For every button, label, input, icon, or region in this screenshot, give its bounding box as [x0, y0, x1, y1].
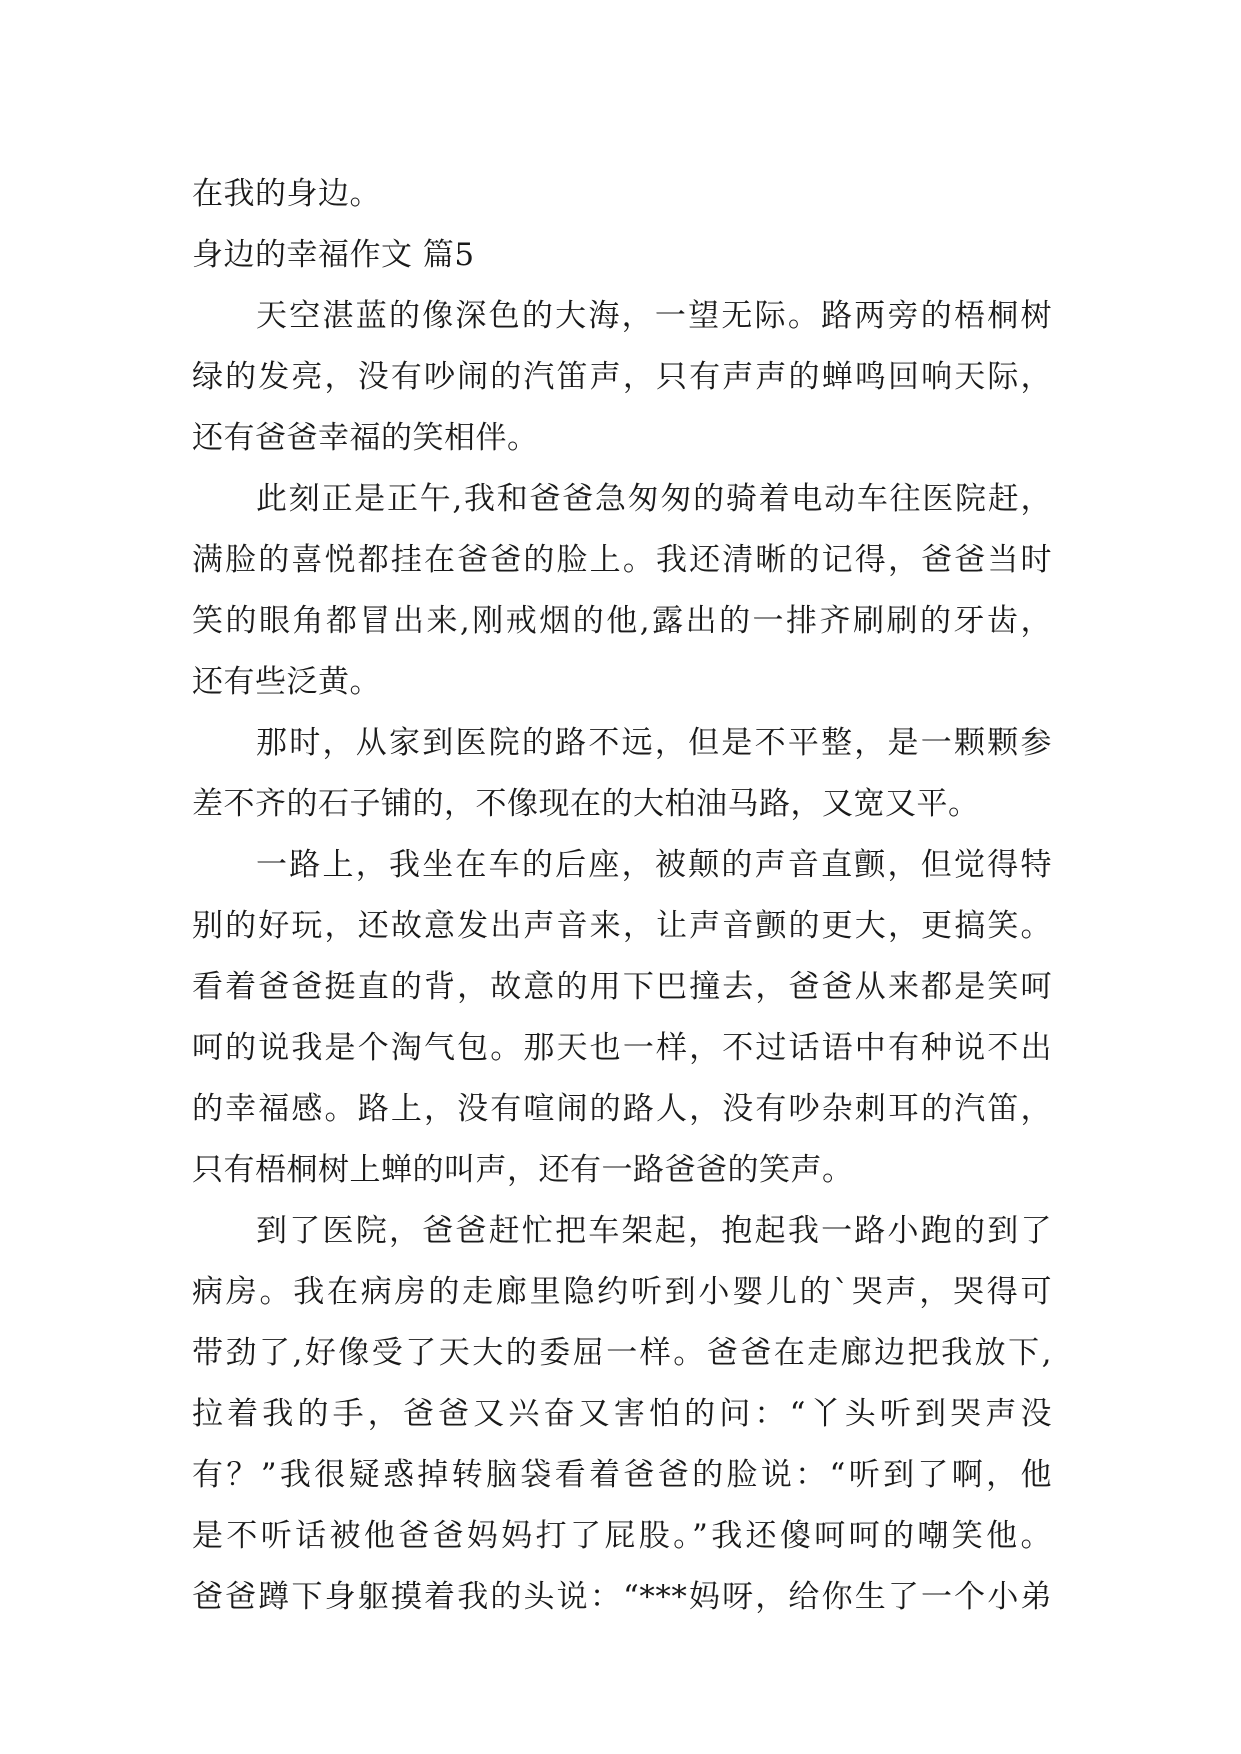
paragraph-line: 拉着我的手，爸爸又兴奋又害怕的问：“丫头听到哭声没 — [192, 1396, 1052, 1432]
paragraph-line: 还有些泛黄。 — [192, 664, 381, 700]
paragraph-4 — [192, 835, 1052, 1201]
paragraph-line: 爸爸蹲下身躯摸着我的头说：“***妈呀，给你生了一个小弟 — [192, 1579, 1052, 1615]
paragraph-line: 的幸福感。路上，没有喧闹的路人，没有吵杂刺耳的汽笛， — [192, 1091, 1052, 1127]
document-page — [192, 164, 1052, 1628]
paragraph-line: 一路上，我坐在车的后座，被颠的声音直颤，但觉得特 — [256, 847, 1052, 883]
paragraph-line: 只有梧桐树上蝉的叫声，还有一路爸爸的笑声。 — [192, 1152, 854, 1188]
paragraph-line: 笑的眼角都冒出来,刚戒烟的他,露出的一排齐刷刷的牙齿， — [192, 603, 1052, 639]
paragraph-line: 差不齐的石子铺的，不像现在的大柏油马路，又宽又平。 — [192, 786, 980, 822]
paragraph-line: 此刻正是正午,我和爸爸急匆匆的骑着电动车往医院赶， — [256, 481, 1052, 517]
paragraph-line: 绿的发亮，没有吵闹的汽笛声，只有声声的蝉鸣回响天际， — [192, 359, 1052, 395]
paragraph-1 — [192, 286, 1052, 469]
section-heading: 身边的幸福作文 篇5 — [192, 237, 475, 273]
paragraph-line: 有？”我很疑惑掉转脑袋看着爸爸的脸说：“听到了啊，他 — [192, 1457, 1052, 1493]
paragraph-line: 还有爸爸幸福的笑相伴。 — [192, 420, 539, 456]
paragraph-line: 是不听话被他爸爸妈妈打了屁股。”我还傻呵呵的嘲笑他。 — [192, 1518, 1052, 1554]
paragraph-line: 呵的说我是个淘气包。那天也一样，不过话语中有种说不出 — [192, 1030, 1052, 1066]
paragraph-line: 那时，从家到医院的路不远，但是不平整，是一颗颗参 — [256, 725, 1052, 761]
paragraph-5 — [192, 1201, 1052, 1628]
paragraph-line: 带劲了,好像受了天大的委屈一样。爸爸在走廊边把我放下, — [192, 1335, 1052, 1371]
paragraph-line: 天空湛蓝的像深色的大海，一望无际。路两旁的梧桐树 — [256, 298, 1052, 334]
paragraph-2 — [192, 469, 1052, 713]
paragraph-line: 看着爸爸挺直的背，故意的用下巴撞去，爸爸从来都是笑呵 — [192, 969, 1052, 1005]
carry-over-line: 在我的身边。 — [192, 176, 381, 212]
paragraph-line: 满脸的喜悦都挂在爸爸的脸上。我还清晰的记得，爸爸当时 — [192, 542, 1052, 578]
paragraph-line: 别的好玩，还故意发出声音来，让声音颤的更大，更搞笑。 — [192, 908, 1052, 944]
paragraph-3 — [192, 713, 1052, 835]
paragraph-line: 到了医院，爸爸赶忙把车架起，抱起我一路小跑的到了 — [256, 1213, 1052, 1249]
paragraph-line: 病房。我在病房的走廊里隐约听到小婴儿的`哭声，哭得可 — [192, 1274, 1052, 1310]
